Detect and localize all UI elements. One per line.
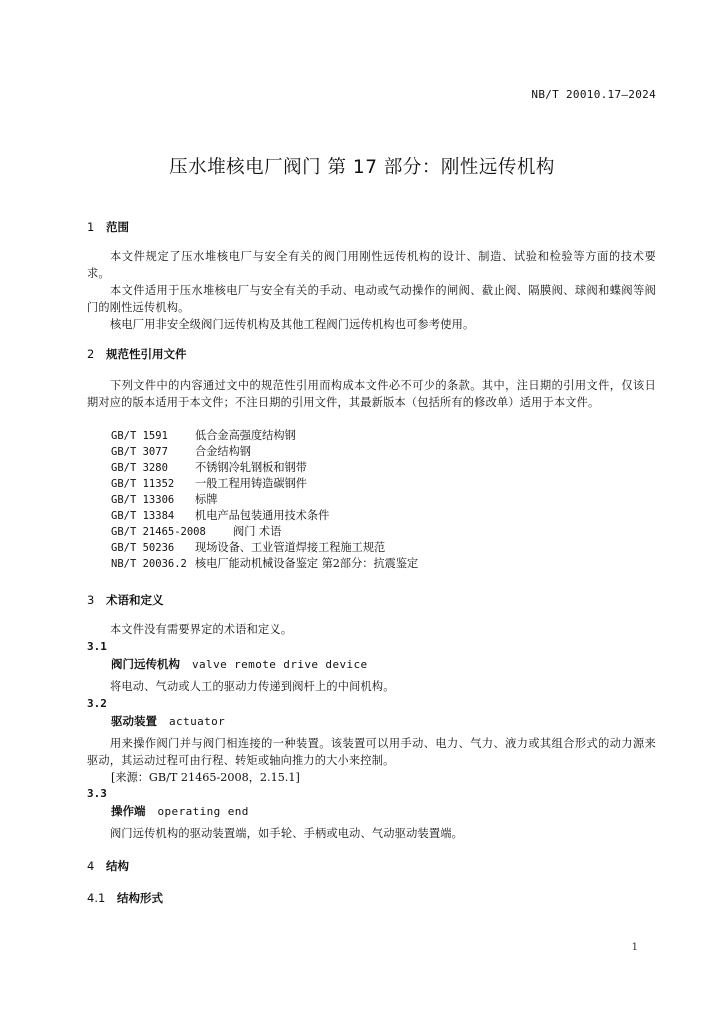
document-title: 压水堆核电厂阀门 第 17 部分：刚性远传机构 <box>169 157 555 178</box>
term-number: 3.3 <box>87 787 107 800</box>
paragraph: 本文件适用于压水堆核电厂与安全有关的手动、电动或气动操作的闸阀、截止阀、隔膜阀、球阀和蝶阀等阀门的刚性远传机构。 <box>87 284 656 314</box>
paragraph: 下列文件中的内容通过文中的规范性引用而构成本文件必不可少的条款。其中，注日期的引用文件，仅该日期对应的版本适用于本文件；不注日期的引用文件，其最新版本（包括所有的修改单）适用于本文件。 <box>87 379 656 409</box>
term-definition: 将电动、气动或人工的驱动力传递到阀杆上的中间机构。 <box>110 680 395 693</box>
term-definition: 用来操作阀门并与阀门相连接的一种装置。该装置可以用手动、电力、气力、液力或其组合形式的动力源来驱动，其运动过程可由行程、转矩或轴向推力的大小来控制。 <box>87 737 656 767</box>
section-title: 结构 <box>106 859 129 873</box>
term-number: 3.1 <box>87 640 107 653</box>
reference-code: GB/T 50236 <box>111 542 175 554</box>
section-number: 1 <box>87 220 95 234</box>
section-title: 规范性引用文件 <box>106 347 187 361</box>
reference-title: 机电产品包装通用技术条件 <box>195 509 330 522</box>
term-number: 3.2 <box>87 697 107 710</box>
reference-code: GB/T 13384 <box>111 510 175 522</box>
reference-item <box>111 556 418 572</box>
term-zh: 操作端 <box>111 804 146 818</box>
subsection-title: 结构形式 <box>117 891 163 905</box>
reference-item <box>111 428 296 444</box>
reference-code: GB/T 13306 <box>111 494 175 506</box>
term-source: [来源：GB/T 21465-2008，2.15.1] <box>111 771 300 784</box>
reference-item <box>111 492 217 508</box>
reference-code: NB/T 20036.2 <box>111 558 187 570</box>
reference-title: 合金结构钢 <box>195 445 251 458</box>
term-entry <box>111 803 249 819</box>
section-title: 范围 <box>106 220 129 234</box>
section-2-heading <box>87 346 187 362</box>
section-number: 4 <box>87 859 95 873</box>
section-1-heading <box>87 219 129 235</box>
paragraph: 本文件规定了压水堆核电厂与安全有关的阀门用刚性远传机构的设计、制造、试验和检验等方面的技术要求。 <box>87 250 656 280</box>
section-number: 2 <box>87 347 95 361</box>
term-entry <box>111 713 225 729</box>
term-zh: 阀门远传机构 <box>111 657 180 671</box>
paragraph: 本文件没有需要界定的术语和定义。 <box>110 623 293 636</box>
reference-item <box>111 524 281 540</box>
reference-code: GB/T 21465-2008 <box>111 526 206 538</box>
term-en: valve remote drive device <box>192 658 368 671</box>
reference-code: GB/T 3280 <box>111 462 168 474</box>
reference-item <box>111 540 385 556</box>
subsection-4-1-heading <box>87 890 163 906</box>
section-4-heading <box>87 858 129 874</box>
reference-title: 低合金高强度结构钢 <box>195 429 296 442</box>
reference-code: GB/T 11352 <box>111 478 175 490</box>
reference-item <box>111 508 329 524</box>
reference-title: 不锈钢冷轧钢板和钢带 <box>195 461 307 474</box>
section-3-heading <box>87 592 164 608</box>
reference-item <box>111 444 251 460</box>
reference-title: 核电厂能动机械设备鉴定 第2部分：抗震鉴定 <box>195 557 419 570</box>
paragraph: 核电厂用非安全级阀门远传机构及其他工程阀门远传机构也可参考使用。 <box>110 318 475 331</box>
reference-title: 一般工程用铸造碳钢件 <box>195 477 307 490</box>
reference-code: GB/T 3077 <box>111 446 168 458</box>
reference-title: 阀门 术语 <box>233 525 282 538</box>
reference-item <box>111 476 307 492</box>
reference-title: 现场设备、工业管道焊接工程施工规范 <box>195 541 386 554</box>
standard-code: NB/T 20010.17—2024 <box>531 88 656 101</box>
section-title: 术语和定义 <box>106 593 164 607</box>
section-number: 3 <box>87 593 95 607</box>
subsection-number: 4.1 <box>87 891 106 905</box>
reference-code: GB/T 1591 <box>111 430 168 442</box>
term-entry <box>111 656 368 672</box>
term-en: operating end <box>157 805 249 818</box>
term-en: actuator <box>169 715 226 728</box>
term-zh: 驱动装置 <box>111 714 157 728</box>
reference-item <box>111 460 307 476</box>
term-definition: 阀门远传机构的驱动装置端，如手轮、手柄或电动、气动驱动装置端。 <box>110 827 464 840</box>
page-number: 1 <box>631 942 638 953</box>
reference-title: 标牌 <box>195 493 218 506</box>
